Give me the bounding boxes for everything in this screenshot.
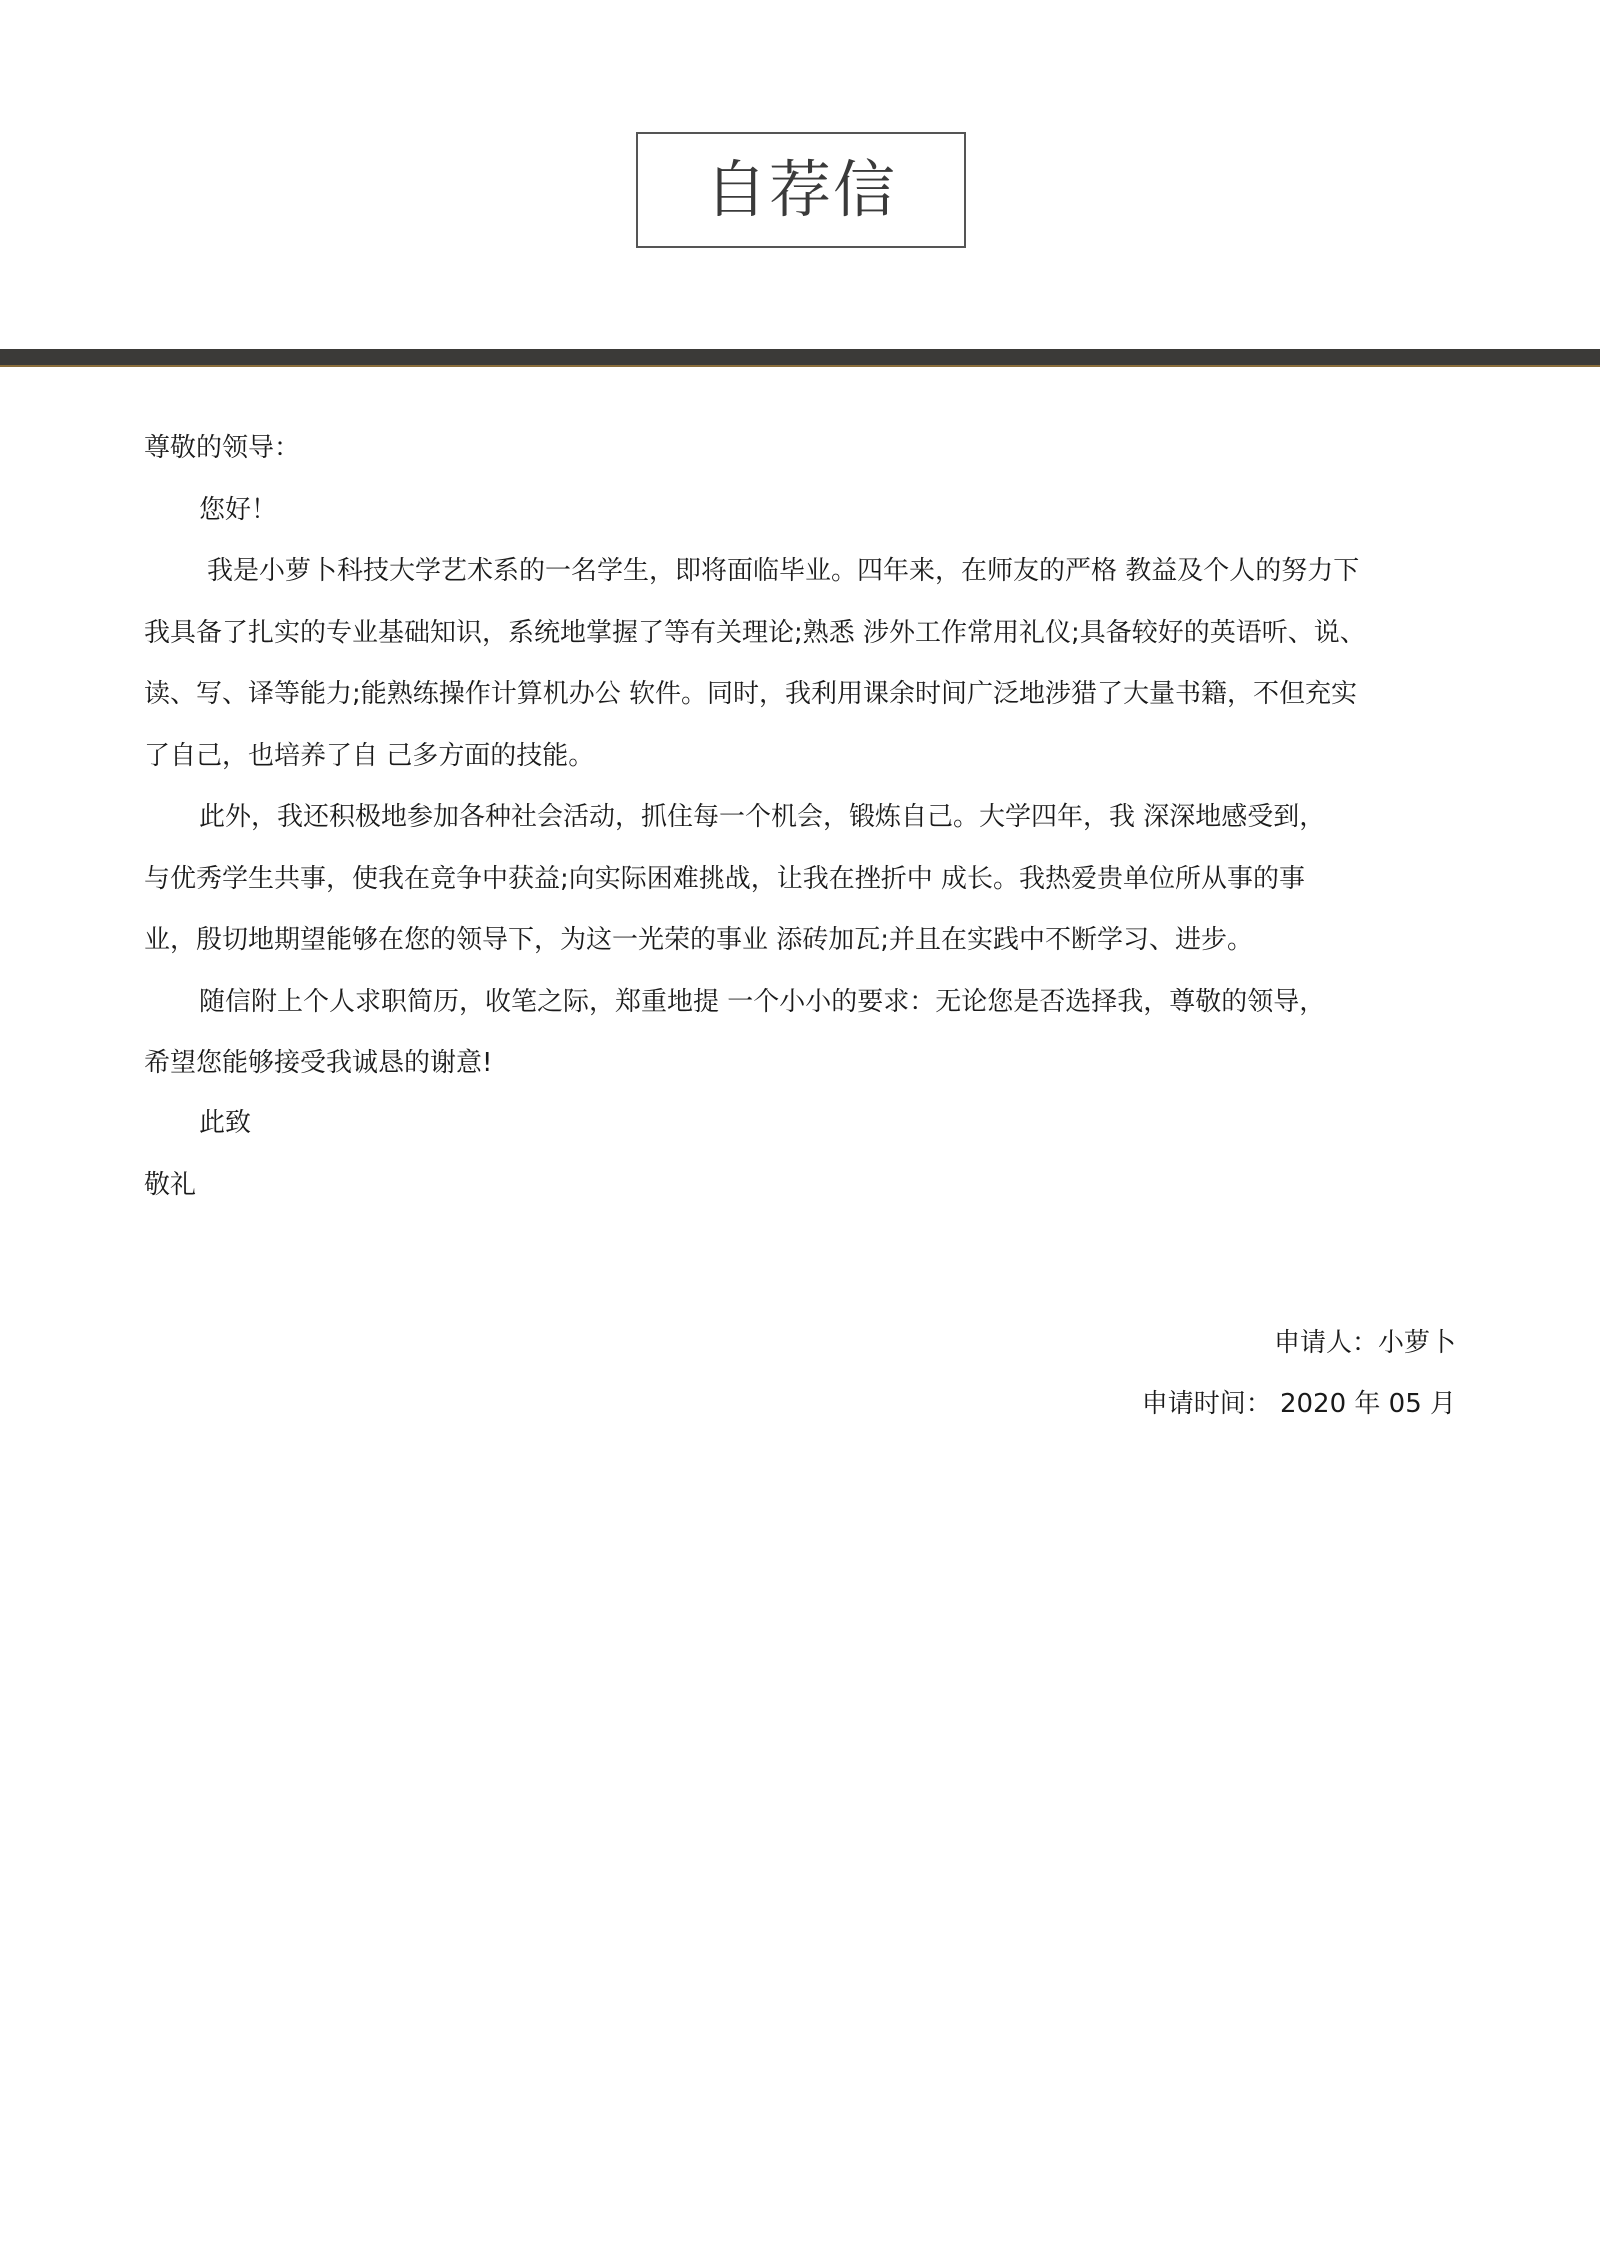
applicant-name: 申请人：小萝卜 bbox=[1273, 1328, 1456, 1358]
paragraph-3-line-2: 希望您能够接受我诚恳的谢意! bbox=[144, 1048, 493, 1078]
paragraph-1-line-2: 我具备了扎实的专业基础知识，系统地掌握了等有关理论;熟悉 涉外工作常用礼仪;具备较好的英语听、说、 bbox=[144, 618, 1366, 648]
paragraph-1-line-1: 我是小萝卜科技大学艺术系的一名学生，即将面临毕业。四年来，在师友的严格 教益及个人的努力下 bbox=[207, 556, 1360, 586]
application-date: 申请时间： 2020 年 05 月 bbox=[1141, 1389, 1456, 1419]
page-title: 自荐信 bbox=[704, 153, 897, 226]
title-box bbox=[636, 132, 966, 248]
paragraph-2-line-2: 与优秀学生共事，使我在竞争中获益;向实际困难挑战，让我在挫折中 成长。我热爱贵单位所从事的事 bbox=[144, 864, 1306, 894]
paragraph-2-line-3: 业，殷切地期望能够在您的领导下，为这一光荣的事业 添砖加瓦;并且在实践中不断学习、进步。 bbox=[144, 925, 1254, 955]
salutation: 尊敬的领导： bbox=[144, 433, 301, 463]
header-divider bbox=[0, 349, 1600, 367]
paragraph-1-line-3: 读、写、译等能力;能熟练操作计算机办公 软件。同时，我利用课余时间广泛地涉猎了大量书籍，不但充实 bbox=[144, 679, 1358, 709]
paragraph-2-line-1: 此外，我还积极地参加各种社会活动，抓住每一个机会，锻炼自己。大学四年，我 深深地感受到， bbox=[199, 802, 1326, 832]
closing-line-2: 敬礼 bbox=[144, 1170, 197, 1200]
closing-line-1: 此致 bbox=[199, 1108, 252, 1138]
paragraph-1-line-4: 了自己，也培养了自 己多方面的技能。 bbox=[144, 741, 595, 771]
paragraph-3-line-1: 随信附上个人求职简历，收笔之际，郑重地提 一个小小的要求：无论您是否选择我，尊敬的领导， bbox=[199, 987, 1326, 1017]
greeting: 您好！ bbox=[199, 495, 278, 525]
